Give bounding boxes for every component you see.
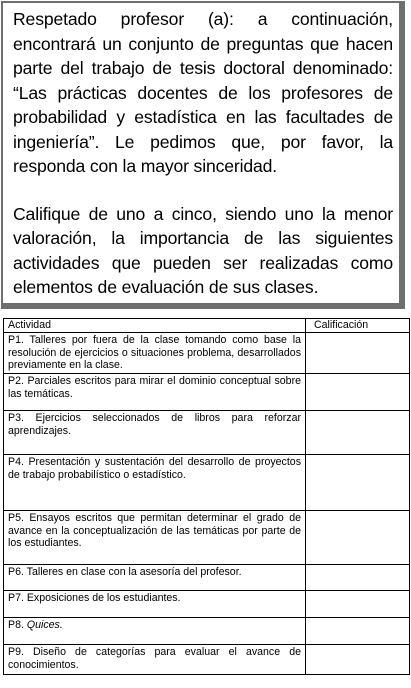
grade-cell[interactable]: [306, 511, 410, 565]
table-header-row: [4, 319, 410, 333]
instructions-box: [1, 1, 405, 309]
rating-instructions-paragraph: Califique de uno a cinco, siendo uno la menor valoración, la importancia de las siguientes actividades que pueden ser realizadas como elementos de evaluación de sus clases.: [13, 203, 393, 297]
grade-column-header: Calificación: [306, 319, 410, 333]
grade-cell[interactable]: [306, 618, 410, 645]
activity-number: P8.: [8, 619, 27, 631]
instructions-paragraph: Respetado profesor (a): a continuación, encontrará un conjunto de preguntas que hacen parte del trabajo de tesis doctoral denominado: “Las prácticas docentes de los profesores de probabilidad y estadística en las facultades de ingeniería”. Le pedimos que, por favor, la responda con la mayor sinceridad.: [13, 9, 393, 176]
table-row: [4, 374, 410, 411]
table-row: [4, 411, 410, 455]
table-row: [4, 645, 410, 675]
grade-cell[interactable]: [306, 374, 410, 411]
table-row: [4, 333, 410, 374]
grade-cell[interactable]: [306, 455, 410, 511]
activity-cell: P5. Ensayos escritos que permitan determinar el grado de avance en la conceptualización de las temáticas por parte de los estudiantes.: [4, 511, 306, 565]
table-row: [4, 511, 410, 565]
activity-cell: P4. Presentación y sustentación del desarrollo de proyectos de trabajo probabilístico o estadístico.: [4, 455, 306, 511]
grade-cell[interactable]: [306, 645, 410, 675]
activity-cell: P7. Exposiciones de los estudiantes.: [4, 591, 306, 618]
table-row: [4, 618, 410, 645]
table-row: [4, 455, 410, 511]
activities-rating-table: [3, 318, 410, 675]
grade-cell[interactable]: [306, 565, 410, 591]
activity-emphasis: Quices.: [26, 619, 63, 631]
grade-cell[interactable]: [306, 591, 410, 618]
activity-cell: P6. Talleres en clase con la asesoría del profesor.: [4, 565, 306, 591]
activity-cell: P3. Ejercicios seleccionados de libros para reforzar aprendizajes.: [4, 411, 306, 455]
activity-cell: P2. Parciales escritos para mirar el dominio conceptual sobre las temáticas.: [4, 374, 306, 411]
activity-cell: [4, 618, 306, 645]
grade-cell[interactable]: [306, 333, 410, 374]
activity-cell: P1. Talleres por fuera de la clase tomando como base la resolución de ejercicios o situaciones problema, desarrollados previamente en la clase.: [4, 333, 306, 374]
activity-column-header: Actividad: [4, 319, 306, 333]
grade-cell[interactable]: [306, 411, 410, 455]
activity-cell: P9. Diseño de categorías para evaluar el avance de conocimientos.: [4, 645, 306, 675]
table-row: [4, 565, 410, 591]
table-row: [4, 591, 410, 618]
